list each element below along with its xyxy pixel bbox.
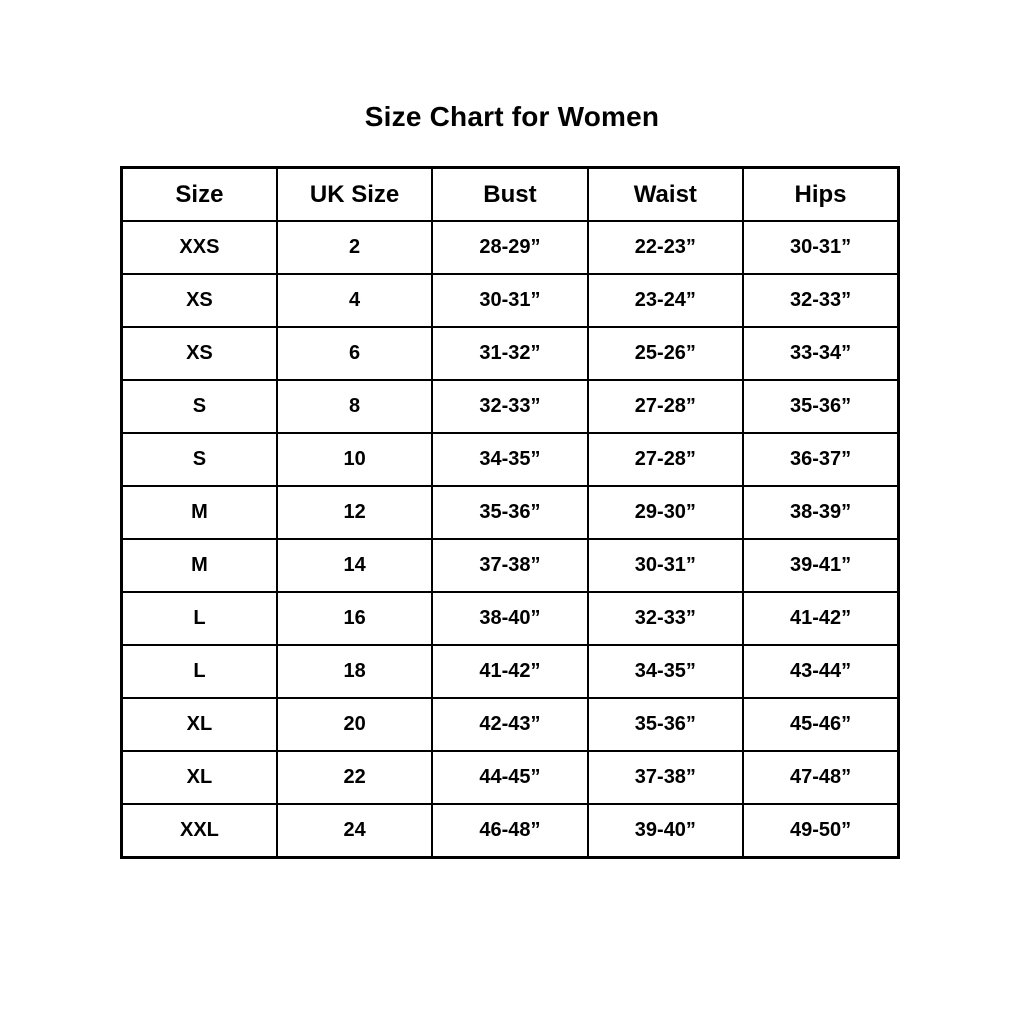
cell-waist: 29-30” <box>588 486 743 539</box>
cell-hips: 43-44” <box>743 645 898 698</box>
column-header-size: Size <box>122 168 277 222</box>
cell-uk-size: 4 <box>277 274 432 327</box>
cell-hips: 35-36” <box>743 380 898 433</box>
header-row <box>122 168 899 222</box>
cell-size: XXL <box>122 804 277 858</box>
cell-bust: 35-36” <box>432 486 587 539</box>
cell-waist: 25-26” <box>588 327 743 380</box>
cell-waist: 22-23” <box>588 221 743 274</box>
column-header-waist: Waist <box>588 168 743 222</box>
cell-bust: 34-35” <box>432 433 587 486</box>
cell-hips: 33-34” <box>743 327 898 380</box>
cell-size: M <box>122 539 277 592</box>
cell-uk-size: 8 <box>277 380 432 433</box>
cell-waist: 23-24” <box>588 274 743 327</box>
cell-waist: 27-28” <box>588 433 743 486</box>
cell-hips: 39-41” <box>743 539 898 592</box>
cell-waist: 39-40” <box>588 804 743 858</box>
cell-uk-size: 6 <box>277 327 432 380</box>
cell-uk-size: 18 <box>277 645 432 698</box>
cell-size: S <box>122 433 277 486</box>
cell-bust: 38-40” <box>432 592 587 645</box>
cell-hips: 45-46” <box>743 698 898 751</box>
cell-uk-size: 10 <box>277 433 432 486</box>
table-row <box>122 327 899 380</box>
cell-bust: 28-29” <box>432 221 587 274</box>
table-row <box>122 539 899 592</box>
cell-waist: 32-33” <box>588 592 743 645</box>
cell-hips: 30-31” <box>743 221 898 274</box>
cell-hips: 49-50” <box>743 804 898 858</box>
cell-bust: 30-31” <box>432 274 587 327</box>
cell-waist: 35-36” <box>588 698 743 751</box>
table-row <box>122 380 899 433</box>
cell-bust: 37-38” <box>432 539 587 592</box>
table-row <box>122 486 899 539</box>
cell-waist: 37-38” <box>588 751 743 804</box>
cell-uk-size: 24 <box>277 804 432 858</box>
cell-bust: 42-43” <box>432 698 587 751</box>
cell-size: XS <box>122 327 277 380</box>
table-row <box>122 274 899 327</box>
cell-size: XL <box>122 751 277 804</box>
table-row <box>122 592 899 645</box>
cell-bust: 46-48” <box>432 804 587 858</box>
table-row <box>122 433 899 486</box>
table-row <box>122 221 899 274</box>
cell-hips: 41-42” <box>743 592 898 645</box>
table-row <box>122 751 899 804</box>
cell-hips: 38-39” <box>743 486 898 539</box>
cell-uk-size: 14 <box>277 539 432 592</box>
cell-size: XL <box>122 698 277 751</box>
table-row <box>122 804 899 858</box>
cell-bust: 31-32” <box>432 327 587 380</box>
cell-hips: 47-48” <box>743 751 898 804</box>
column-header-bust: Bust <box>432 168 587 222</box>
cell-bust: 41-42” <box>432 645 587 698</box>
cell-size: M <box>122 486 277 539</box>
cell-uk-size: 12 <box>277 486 432 539</box>
cell-uk-size: 2 <box>277 221 432 274</box>
cell-bust: 44-45” <box>432 751 587 804</box>
cell-uk-size: 16 <box>277 592 432 645</box>
cell-size: XXS <box>122 221 277 274</box>
cell-size: L <box>122 592 277 645</box>
cell-hips: 36-37” <box>743 433 898 486</box>
table-row <box>122 698 899 751</box>
cell-bust: 32-33” <box>432 380 587 433</box>
cell-size: L <box>122 645 277 698</box>
cell-size: S <box>122 380 277 433</box>
column-header-hips: Hips <box>743 168 898 222</box>
column-header-uk-size: UK Size <box>277 168 432 222</box>
cell-waist: 27-28” <box>588 380 743 433</box>
cell-waist: 34-35” <box>588 645 743 698</box>
size-chart-table <box>120 166 900 859</box>
table-row <box>122 645 899 698</box>
cell-uk-size: 20 <box>277 698 432 751</box>
cell-size: XS <box>122 274 277 327</box>
cell-uk-size: 22 <box>277 751 432 804</box>
page-title: Size Chart for Women <box>364 101 660 132</box>
cell-hips: 32-33” <box>743 274 898 327</box>
cell-waist: 30-31” <box>588 539 743 592</box>
